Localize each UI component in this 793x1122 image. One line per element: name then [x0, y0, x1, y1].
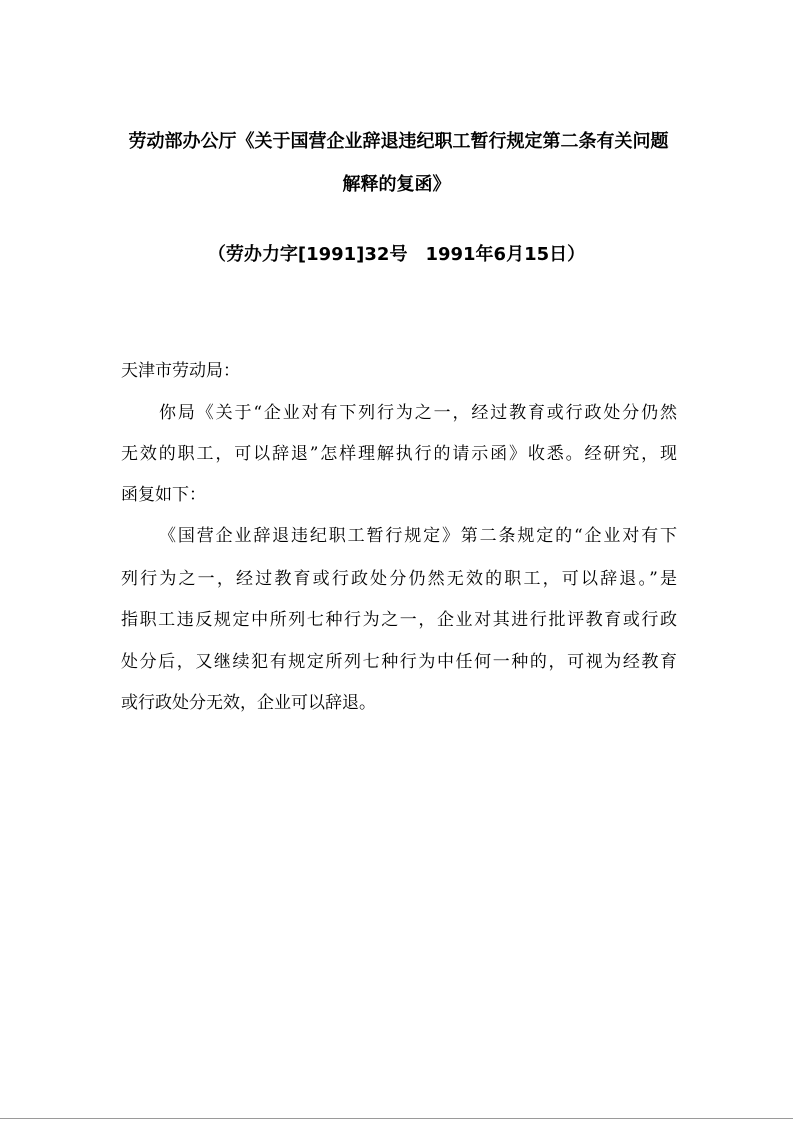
paragraph-1-line: 你局《关于“企业对有下列行为之一，经过教育或行政处分仍然 [159, 403, 677, 423]
paragraph-1-line: 无效的职工，可以辞退”怎样理解执行的请示函》收悉。经研究，现 [121, 444, 677, 464]
paragraph-2-line: 指职工违反规定中所列七种行为之一，企业对其进行批评教育或行政 [121, 610, 677, 630]
paragraph-2-line: 《国营企业辞退违纪职工暂行规定》第二条规定的“企业对有下 [159, 526, 677, 546]
paragraph-1-line: 函复如下： [121, 485, 206, 505]
paragraph-2-line: 处分后，又继续犯有规定所列七种行为中任何一种的，可视为经教育 [121, 652, 677, 672]
paragraph-2-line: 或行政处分无效，企业可以辞退。 [121, 693, 376, 713]
paragraph-2-line: 列行为之一，经过教育或行政处分仍然无效的职工，可以辞退。”是 [121, 569, 677, 589]
recipient: 天津市劳动局： [121, 361, 240, 381]
document-title-line-1: 劳动部办公厅《关于国营企业辞退违纪职工暂行规定第二条有关问题 [128, 131, 669, 152]
document-title-line-2: 解释的复函》 [342, 174, 451, 195]
document-number: （劳办力字[1991]32号 1991年6月15日） [207, 244, 586, 265]
page-bottom-divider [0, 1118, 793, 1119]
